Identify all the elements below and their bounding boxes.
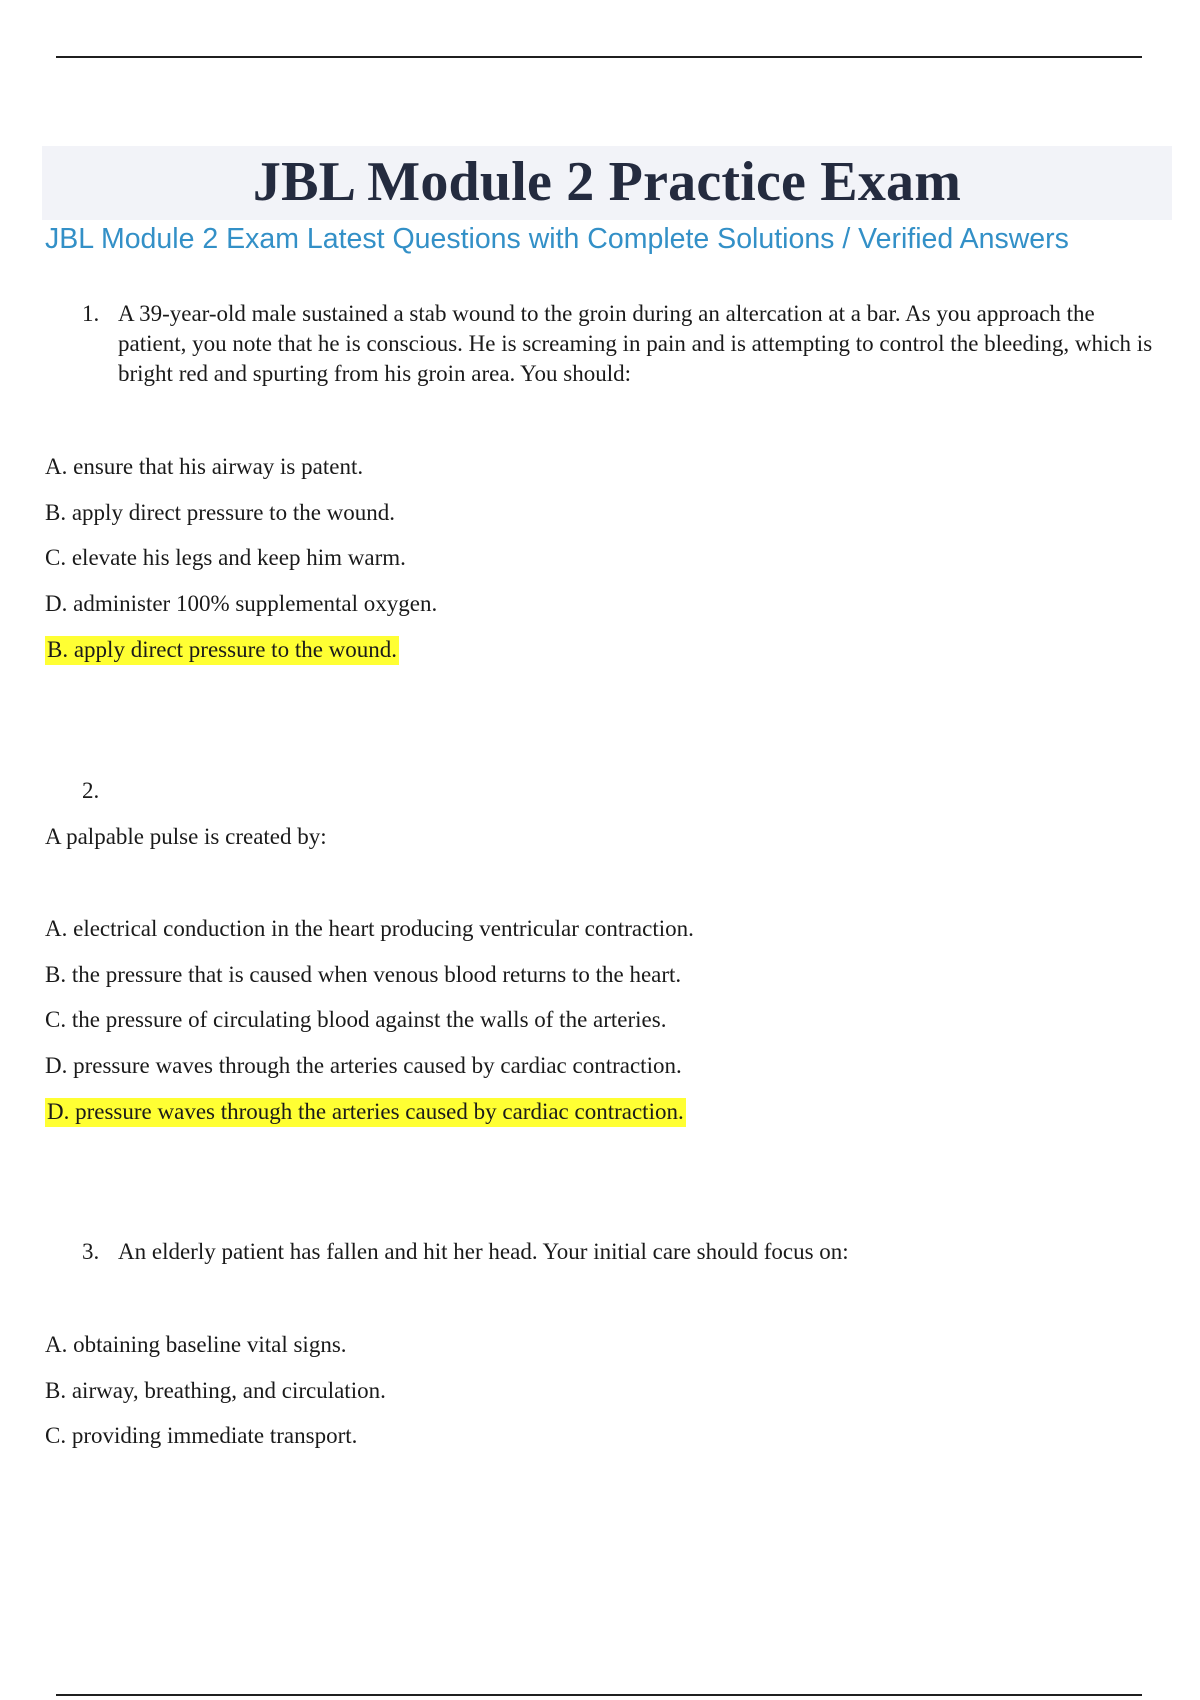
question-2-answer-highlight: D. pressure waves through the arteries caused by cardiac contraction. (45, 1098, 686, 1127)
question-2-answer (45, 1097, 686, 1127)
question-3-number: 3. (82, 1239, 100, 1264)
question-1-option-c: C. elevate his legs and keep him warm. (45, 545, 406, 570)
question-2-option-d: D. pressure waves through the arteries caused by cardiac contraction. (45, 1053, 682, 1078)
question-1-answer-highlight: B. apply direct pressure to the wound. (45, 636, 399, 665)
question-2-number: 2. (82, 778, 100, 803)
question-3-option-c: C. providing immediate transport. (45, 1423, 358, 1448)
question-1-option-a: A. ensure that his airway is patent. (45, 454, 364, 479)
question-1-option-d: D. administer 100% supplemental oxygen. (45, 591, 438, 616)
question-3-option-a: A. obtaining baseline vital signs. (45, 1332, 347, 1357)
bottom-rule (56, 1694, 1142, 1696)
question-1-number: 1. (82, 301, 100, 326)
question-3-option-b: B. airway, breathing, and circulation. (45, 1378, 386, 1403)
question-2-text: A palpable pulse is created by: (45, 824, 327, 849)
top-rule (56, 56, 1142, 58)
question-2-option-b: B. the pressure that is caused when venous blood returns to the heart. (45, 962, 682, 987)
question-2-option-c: C. the pressure of circulating blood against the walls of the arteries. (45, 1007, 667, 1032)
question-1-option-b: B. apply direct pressure to the wound. (45, 500, 396, 525)
page-subtitle: JBL Module 2 Exam Latest Questions with Complete Solutions / Verified Answers (45, 223, 1069, 255)
question-1-answer (45, 635, 399, 665)
question-3-text: An elderly patient has fallen and hit her head. Your initial care should focus on: (118, 1239, 849, 1264)
question-2-option-a: A. electrical conduction in the heart producing ventricular contraction. (45, 916, 694, 941)
question-1-text: A 39-year-old male sustained a stab wound to the groin during an altercation at a bar. As you approach the patient, you note that he is conscious. He is screaming in pain and is attempting to control the bleeding, which is bright red and spurting from his groin area. You should: (118, 301, 1153, 386)
page-title: JBL Module 2 Practice Exam (252, 151, 962, 213)
